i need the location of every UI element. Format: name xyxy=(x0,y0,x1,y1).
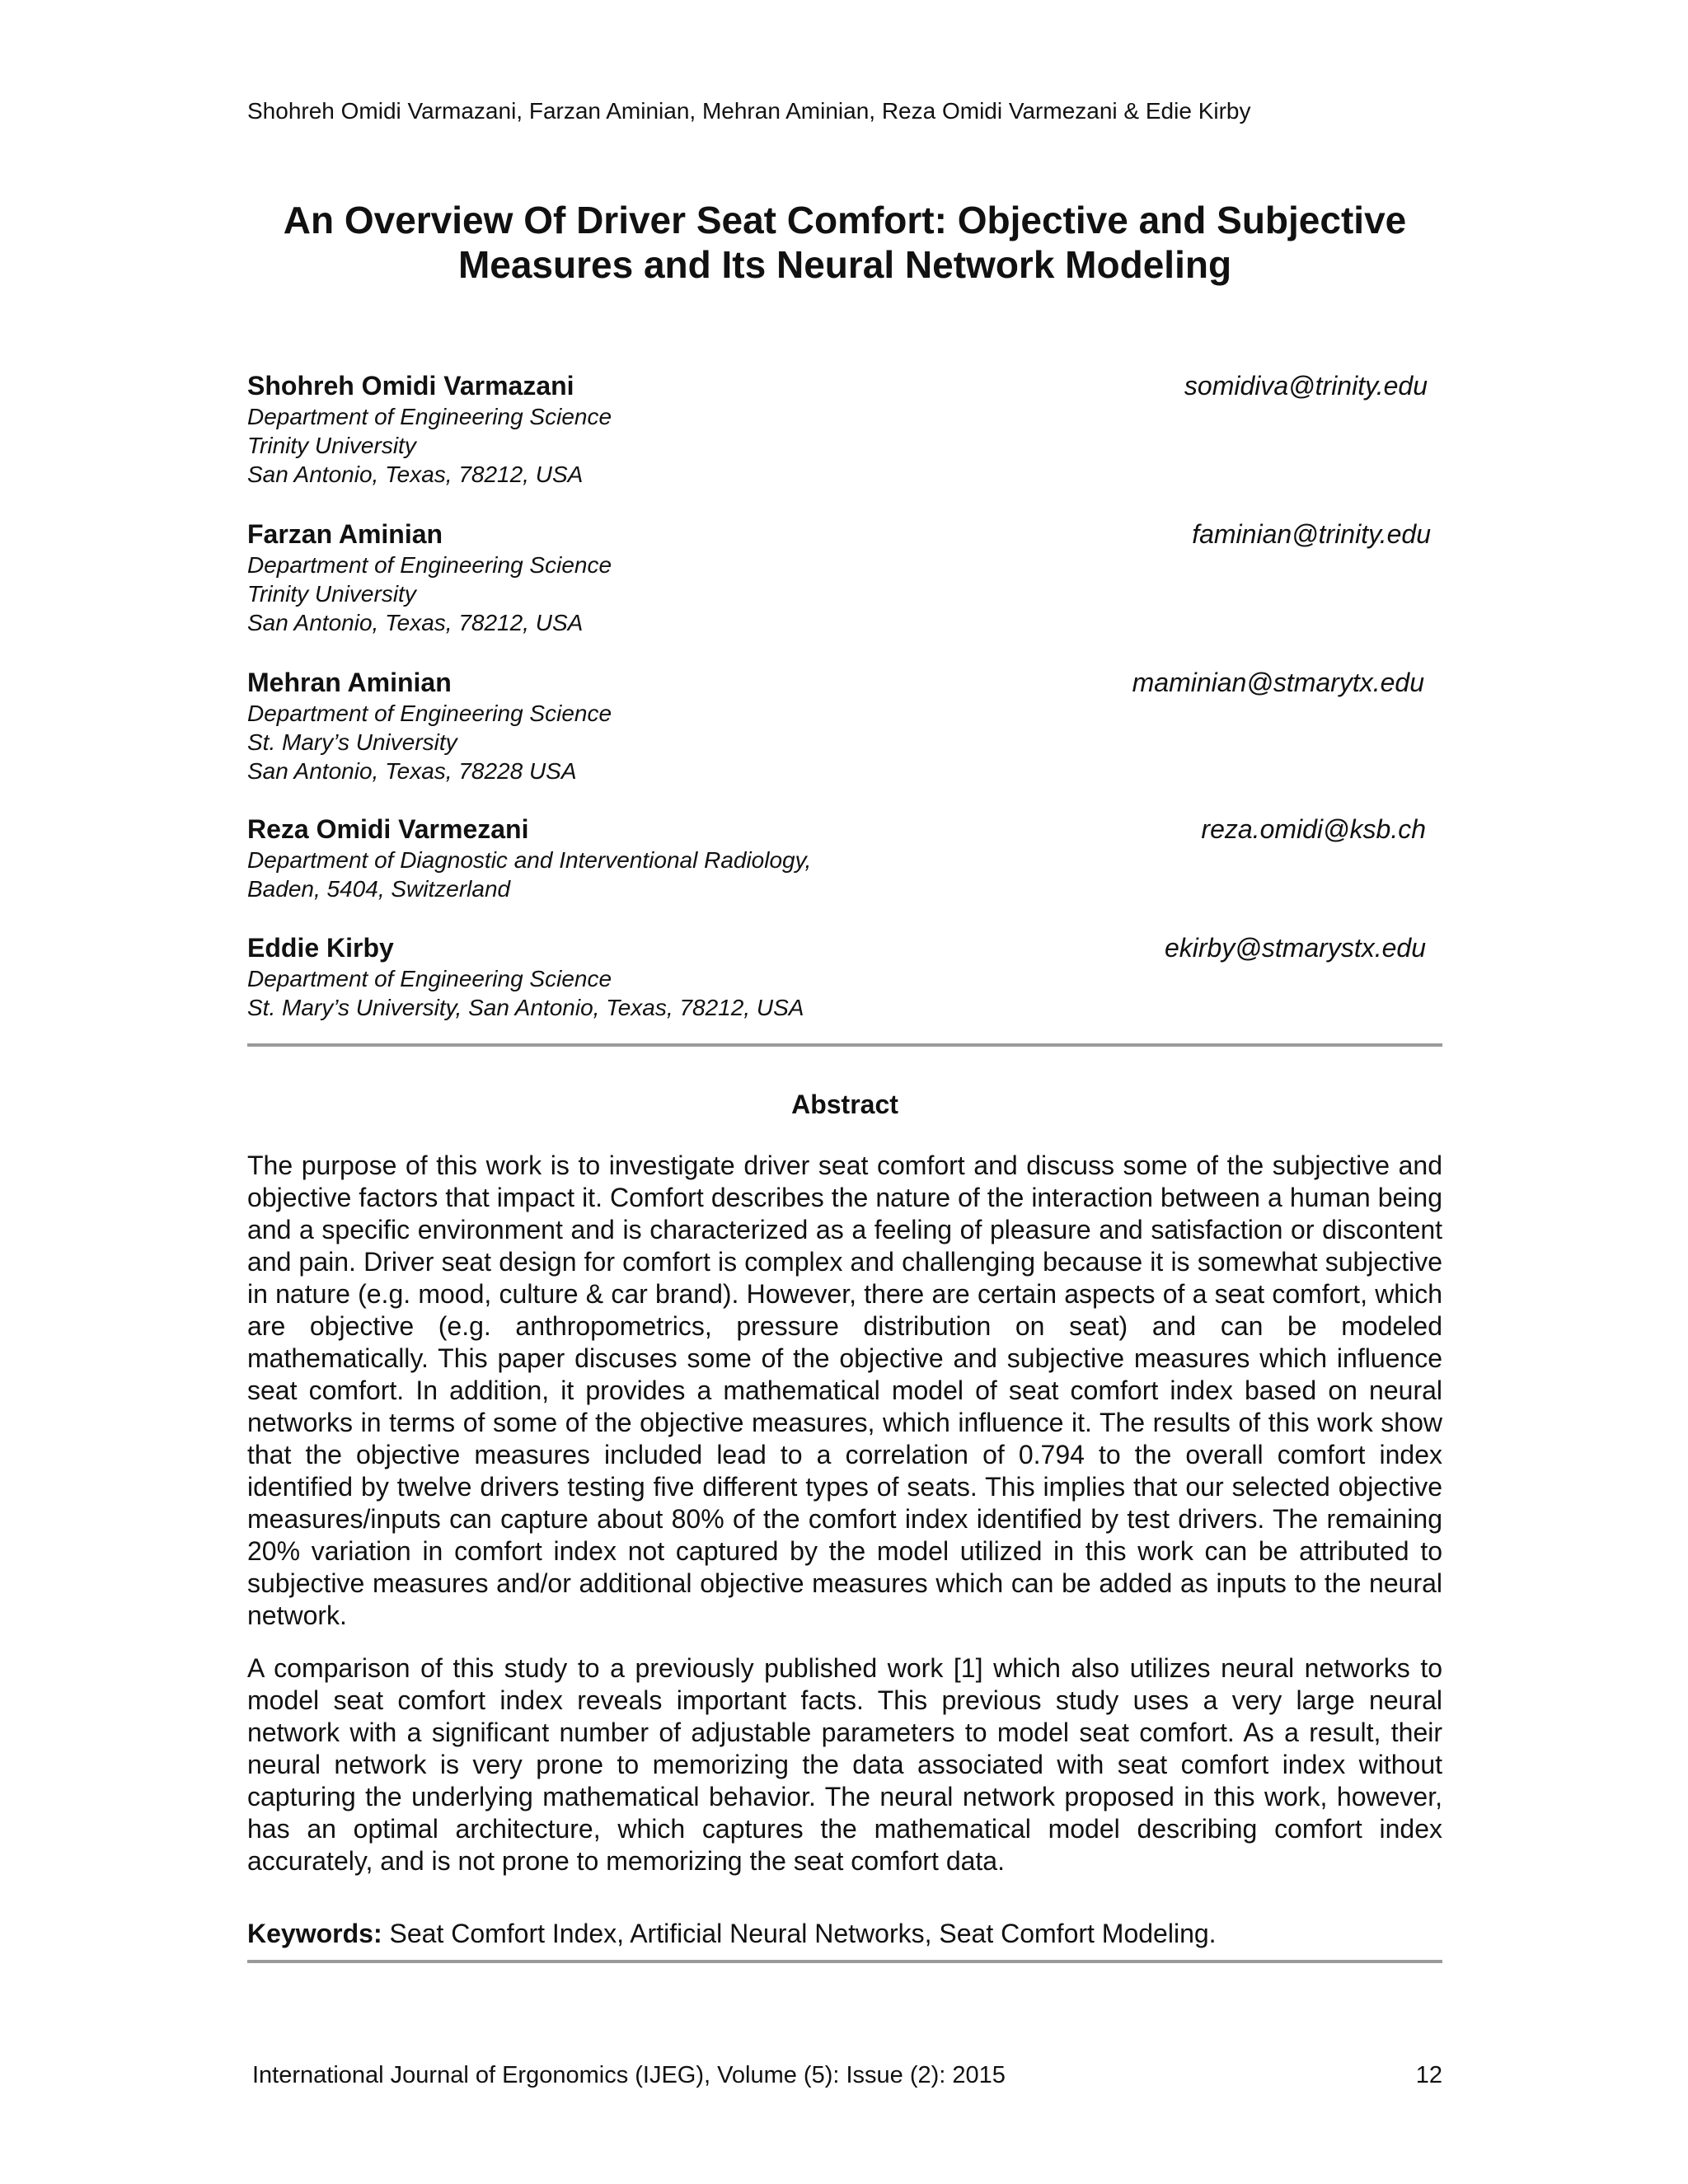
author-block xyxy=(247,666,1442,785)
author-block xyxy=(247,931,1442,1022)
author-affiliation-line: Trinity University xyxy=(247,581,416,607)
author-email: somidiva@trinity.edu xyxy=(1184,371,1428,401)
paper-title-line-2: Measures and Its Neural Network Modeling xyxy=(457,243,1232,286)
author-affiliation-line: St. Mary’s University xyxy=(247,729,457,755)
author-name: Reza Omidi Varmezani xyxy=(247,814,529,844)
page-number: 12 xyxy=(1415,2062,1442,2088)
author-affiliation-line: Department of Diagnostic and Interventional Radiology, xyxy=(247,847,812,873)
keywords-line xyxy=(247,1917,1442,1950)
author-email: ekirby@stmarystx.edu xyxy=(1164,933,1426,963)
author-name: Farzan Aminian xyxy=(247,519,443,549)
author-affiliation-line: San Antonio, Texas, 78212, USA xyxy=(247,610,584,635)
author-block xyxy=(247,813,1442,903)
author-affiliation-line: Department of Engineering Science xyxy=(247,701,612,726)
author-affiliation-line: Department of Engineering Science xyxy=(247,552,612,578)
author-affiliation-line: San Antonio, Texas, 78228 USA xyxy=(247,758,577,784)
author-email: maminian@stmarytx.edu xyxy=(1132,668,1424,697)
abstract-paragraph: A comparison of this study to a previously published work [1] which also utilizes neural networks to model seat comfort index reveals important facts. This previous study uses a very large neural network with a significant number of adjustable parameters to model seat comfort. As a result, their neural network is very prone to memorizing the data associated with seat comfort index without capturing the underlying mathematical behavior. The neural network proposed in this work, however, has an optimal architecture, which captures the mathematical model describing comfort index accurately, and is not prone to memorizing the seat comfort data. xyxy=(247,1653,1442,1876)
abstract-heading: Abstract xyxy=(791,1090,898,1119)
footer-journal: International Journal of Ergonomics (IJEG), Volume (5): Issue (2): 2015 xyxy=(252,2062,1006,2088)
author-name: Eddie Kirby xyxy=(247,933,394,963)
author-affiliation-line: Trinity University xyxy=(247,433,416,458)
author-affiliation-line: Department of Engineering Science xyxy=(247,404,612,429)
author-affiliation-line: Baden, 5404, Switzerland xyxy=(247,876,511,902)
running-head: Shohreh Omidi Varmazani, Farzan Aminian, Mehran Aminian, Reza Omidi Varmezani & Edie Kirby xyxy=(247,98,1251,124)
author-name: Shohreh Omidi Varmazani xyxy=(247,371,574,401)
section-divider xyxy=(247,1960,1442,1963)
author-affiliation-line: San Antonio, Texas, 78212, USA xyxy=(247,462,584,487)
author-email: faminian@trinity.edu xyxy=(1192,519,1431,549)
abstract-paragraph: The purpose of this work is to investigate driver seat comfort and discuss some of the subjective and objective factors that impact it. Comfort describes the nature of the interaction between a human being and a specific environment and is characterized as a feeling of pleasure and satisfaction or discontent and pain. Driver seat design for comfort is complex and challenging because it is somewhat subjective in nature (e.g. mood, culture & car brand). However, there are certain aspects of a seat comfort, which are objective (e.g. anthropometrics, pressure distribution on seat) and can be modeled mathematically. This paper discuses some of the objective and subjective measures which influence seat comfort. In addition, it provides a mathematical model of seat comfort index based on neural networks in terms of some of the objective measures, which influence it. The results of this work show that the objective measures included lead to a correlation of 0.794 to the overall comfort index identified by twelve drivers testing five different types of seats. This implies that our selected objective measures/inputs can capture about 80% of the comfort index identified by test drivers. The remaining 20% variation in comfort index not captured by the model utilized in this work can be attributed to subjective measures and/or additional objective measures which can be added as inputs to the neural network. xyxy=(247,1151,1442,1630)
keywords-label: Keywords: xyxy=(247,1919,382,1948)
author-email: reza.omidi@ksb.ch xyxy=(1201,814,1426,844)
section-divider xyxy=(247,1043,1442,1047)
author-name: Mehran Aminian xyxy=(247,668,452,697)
author-block xyxy=(247,369,1442,489)
keywords-text: Seat Comfort Index, Artificial Neural Networks, Seat Comfort Modeling. xyxy=(382,1919,1217,1948)
paper-title-line-1: An Overview Of Driver Seat Comfort: Objective and Subjective xyxy=(283,199,1407,241)
author-block xyxy=(247,518,1442,637)
paper-title xyxy=(247,198,1442,287)
author-affiliation-line: Department of Engineering Science xyxy=(247,966,612,991)
author-affiliation-line: St. Mary’s University, San Antonio, Texas, 78212, USA xyxy=(247,995,804,1020)
